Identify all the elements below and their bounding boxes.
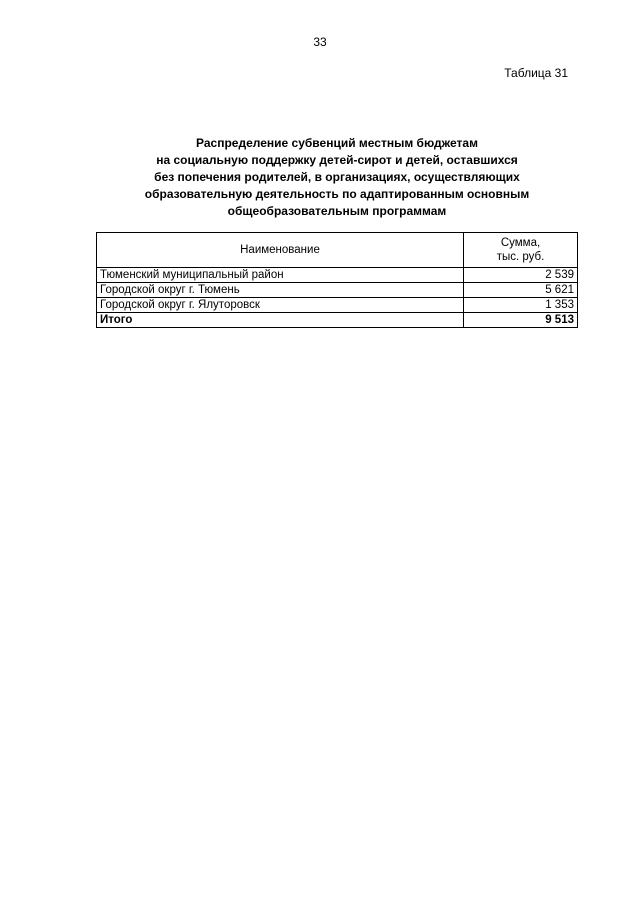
row-sum: 1 353 [464,298,578,313]
row-sum: 2 539 [464,268,578,283]
header-sum-line2: тыс. руб. [496,251,545,263]
title-line: общеобразовательным программам [227,204,447,218]
title-line: Распределение субвенций местным бюджетам [196,136,478,150]
table-label: Таблица 31 [504,66,568,80]
row-name: Городской округ г. Ялуторовск [97,298,464,313]
row-name: Городской округ г. Тюмень [97,283,464,298]
header-sum-line1: Сумма, [500,237,541,249]
table-row [97,268,578,283]
header-sum [464,233,578,268]
header-name: Наименование [97,233,464,268]
subventions-table [96,232,578,328]
page-number: 33 [313,35,327,49]
table-row [97,298,578,313]
title-line: образовательную деятельность по адаптированным основным [144,187,530,201]
row-sum: 5 621 [464,283,578,298]
table-row [97,283,578,298]
table-total-row [97,313,578,328]
title-line: на социальную поддержку детей-сирот и детей, оставшихся [156,153,518,167]
title-line: без попечения родителей, в организациях, осуществляющих [154,170,520,184]
row-name: Тюменский муниципальный район [97,268,464,283]
total-sum: 9 513 [464,313,578,328]
document-title [96,135,578,220]
table-header-row [97,233,578,268]
total-name: Итого [97,313,464,328]
